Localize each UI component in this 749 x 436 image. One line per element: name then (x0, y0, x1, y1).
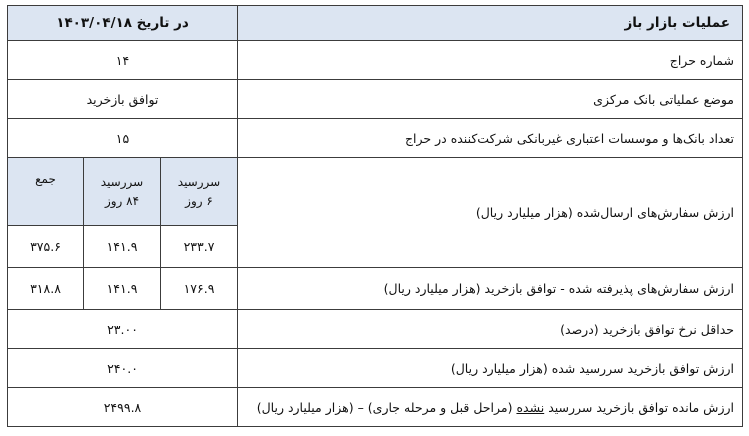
auction-number-value: ۱۴ (8, 41, 238, 80)
outstanding-label-end: (مراحل قبل و مرحله جاری) – (هزار میلیارد ریال) (256, 399, 513, 415)
col-header-84-day (84, 158, 161, 226)
open-market-operations-table (7, 5, 743, 427)
table-row (8, 310, 743, 349)
min-rate-value: ۲۳.۰۰ (8, 310, 238, 349)
auction-number-label: شماره حراج (238, 41, 743, 80)
orders-sent-label: ارزش سفارش‌های ارسال‌شده (هزار میلیارد ریال) (238, 158, 743, 268)
col-header-6-day (161, 158, 238, 226)
table-title: عملیات بازار باز (238, 6, 743, 41)
col-header-6-day-line1: سررسید (177, 174, 221, 189)
outstanding-label (238, 388, 743, 427)
col-header-total: جمع (8, 158, 84, 226)
matured-value: ۲۴۰.۰ (8, 349, 238, 388)
outstanding-label-underlined: نشده (516, 399, 545, 415)
col-header-84-day-line2: ۸۴ روز (104, 193, 140, 208)
table-row (8, 388, 743, 427)
table-row (8, 158, 743, 226)
orders-accepted-84-day-value: ۱۴۱.۹ (84, 268, 161, 310)
participants-label: تعداد بانک‌ها و موسسات اعتباری غیربانکی شرکت‌کننده در حراج (238, 119, 743, 158)
orders-accepted-label: ارزش سفارش‌های پذیرفته شده - توافق بازخرید (هزار میلیارد ریال) (238, 268, 743, 310)
report-date: در تاریخ ۱۴۰۳/۰۴/۱۸ (8, 6, 238, 41)
participants-value: ۱۵ (8, 119, 238, 158)
orders-accepted-6-day-value: ۱۷۶.۹ (161, 268, 238, 310)
table-row (8, 349, 743, 388)
orders-accepted-total-value: ۳۱۸.۸ (8, 268, 84, 310)
col-header-84-day-line1: سررسید (100, 174, 144, 189)
header-row (8, 6, 743, 41)
outstanding-value: ۲۴۹۹.۸ (8, 388, 238, 427)
table-row (8, 268, 743, 310)
open-market-operations-table-frame (7, 5, 742, 430)
orders-sent-84-day-value: ۱۴۱.۹ (84, 226, 161, 268)
operation-position-value: توافق بازخرید (8, 80, 238, 119)
outstanding-label-start: ارزش مانده توافق بازخرید سررسید (548, 399, 734, 415)
table-row (8, 119, 743, 158)
min-rate-label: حداقل نرخ توافق بازخرید (درصد) (238, 310, 743, 349)
operation-position-label: موضع عملیاتی بانک مرکزی (238, 80, 743, 119)
table-row (8, 41, 743, 80)
orders-sent-total-value: ۳۷۵.۶ (8, 226, 84, 268)
table-row (8, 80, 743, 119)
matured-label: ارزش توافق بازخرید سررسید شده (هزار میلیارد ریال) (238, 349, 743, 388)
orders-sent-6-day-value: ۲۳۳.۷ (161, 226, 238, 268)
col-header-6-day-line2: ۶ روز (185, 193, 213, 208)
